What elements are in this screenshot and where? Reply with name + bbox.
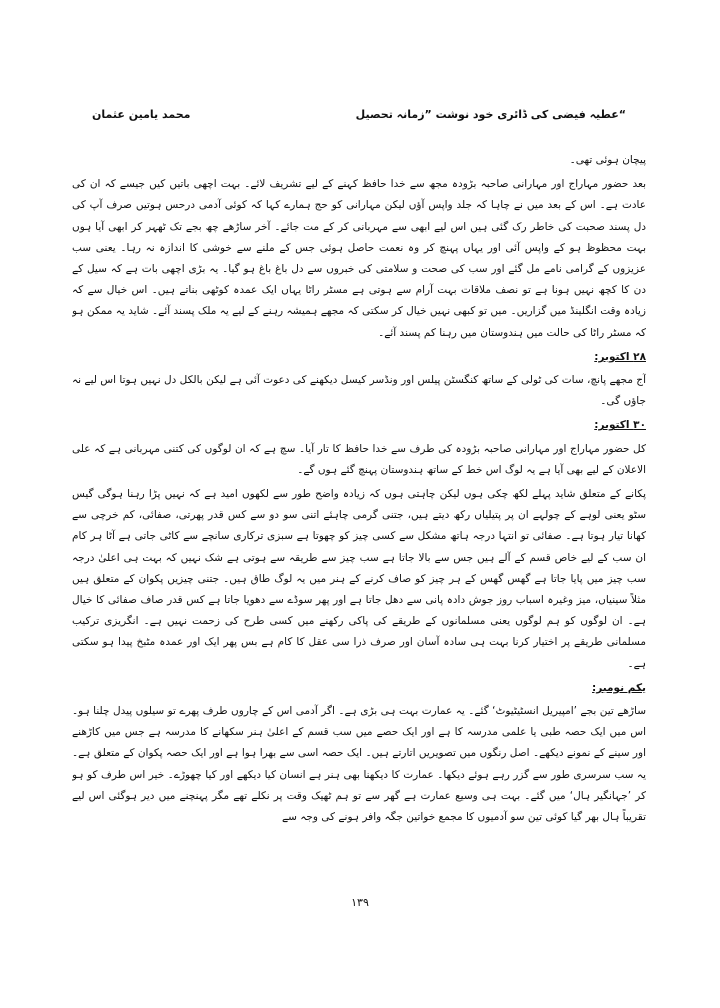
paragraph: پکانے کے متعلق شاید پہلے لکھ چکی ہوں لیکن چاہتی ہوں کہ زیادہ واضح طور سے لکھوں امید ہے کہ نہیں پڑا رہنا ہوگی گیس سٹو یعنی لوہے کے چولہے ان پر پتیلیاں رکھ دیتے ہیں، جتنی گرمی چاہئے اتنی سو دو سے کس قدر پھرتی، صفائی، کم خرچی سے کھانا تیار ہوتا ہے۔ صفائی تو انتہا درجہ ہاتھ مشکل سے کسی چیز کو چھوتا ہے سبزی ترکاری سانچے سے کاٹی جاتی ہے آٹا ہر کام ان سب کے لیے خاص قسم کے آلے ہیں جس سے بالا جاتا ہے سب چیز سے طریقہ سے ہوتی ہے شک نہیں کہ بہت ہی اعلیٰ درجہ سب چیز میں پایا جاتا ہے گھس گھس کے ہر چیز کو صاف کرنے کے ہنر میں یہ لوگ طاق ہیں۔ جتنی چیزیں پکوان کے متعلق ہیں مثلاً سینیاں، میز وغیرہ اسباب روز جوش دادہ پانی سے دھل جاتا ہے اور پھر سوڈے سے دھویا جاتا ہے کس قدر صاف صفائی کا خیال ہے۔ ان لوگوں کو ہم لوگوں یعنی مسلمانوں کے طریقے کی پاکی رکھنے میں کسی طرح کی زحمت نہیں ہے۔ انگریزی ترکیب مسلمانی طریقے پر اختیار کرنا بہت ہی سادہ آسان اور صرف ذرا سی عقل کا کام ہے بس پھر ایک اور عمدہ مٹبخ پیدا ہو سکتی ہے۔ <box>72 488 646 670</box>
date-heading: ۳۰ اکتوبر: <box>594 419 646 432</box>
paragraph: آج مجھے پانچ، سات کی ٹولی کے ساتھ کنگسٹن پیلس اور ونڈسر کیسل دیکھنے کی دعوت آئی ہے لیکن بالکل دل نہیں ہوتا اس لیے نہ جاؤں گی۔ <box>72 374 646 408</box>
book-title: عطیہ فیضی کی ڈائری خود نوشت ”زمانہ تحصیل“ <box>355 107 626 121</box>
running-header <box>92 103 626 125</box>
date-heading: ۲۸ اکتوبر: <box>594 350 646 363</box>
paragraph: پیچان ہوئی تھی۔ <box>569 154 646 166</box>
page-number: ۱۳۹ <box>351 896 369 909</box>
paragraph: کل حضور مہاراج اور مہارانی صاحبہ بڑودہ کی طرف سے خدا حافظ کا تار آیا۔ سچ ہے کہ ان لوگوں کی کتنی مہربانی ہے کہ علی الاعلان کے لیے بھی آیا ہے یہ لوگ اس خط کے ساتھ ہندوستان پہنچ گئے ہوں گے۔ <box>72 442 646 476</box>
paragraph: بعد حضور مہاراج اور مہارانی صاحبہ بڑودہ مجھ سے خدا حافظ کہنے کے لیے تشریف لائے۔ بہت اچھی باتیں کیں جیسے کہ ان کی عادت ہے۔ اس کے بعد میں نے چاہا کہ جلد واپس آؤں لیکن مہارانی کو حج ہمارے کہا کہ کوئی آدمی درحس ہوتیں صرف آپ کی دل پسند صحبت کی خاطر رک گئی ہیں اس لیے ابھی سے مہربانی کر کے مت جائے۔ آخر ساڑھے چھ بجے تک ٹھہر کر ابھی آیا ہوں بہت محظوظ ہو کے واپس آئی اور یہاں پہنچ کر وہ نعمت حاصل ہوئی جس کے ملنے سے خوشی کا اندازہ نہ رہا۔ یعنی سب عزیزوں کے گرامی نامے مل گئے اور سب کی صحت و سلامتی کی خبروں سے دل باغ باغ ہو گیا۔ یہ بڑی اچھی بات ہے کہ سیل کے دن کا کچھ نہیں ہونا ہے تو نصف ملاقات بہت آرام سے ہوتی ہے مسٹر راٹا یہاں ایک عمدہ کوٹھی بناتے ہیں۔ اس خیال سے کہ زیادہ وقت انگلینڈ میں گزاریں۔ میں تو کبھی نہیں خیال کر سکتی کہ مجھے ہمیشہ رہنے کے لیے یہ ملک پسند آئے۔ شاید یہ ممکن ہو کہ مسٹر راٹا کی حالت میں ہندوستان میں رہنا کم پسند آئے۔ <box>72 178 646 339</box>
editor-name: محمد یامین عثمان <box>92 107 191 121</box>
body-text <box>72 150 646 890</box>
date-heading: یکم نومبر: <box>592 681 646 694</box>
paragraph: ساڑھے تین بجے ’امپیریل انسٹیٹیوٹ‘ گئے۔ یہ عمارت بہت ہی بڑی ہے۔ اگر آدمی اس کے چاروں طرف پھرے تو سیلوں پیدل چلنا ہو۔ اس میں ایک حصہ طبی یا علمی مدرسہ کا ہے اور ایک حصے میں سب قسم کے اعلیٰ ہنر سکھانے کا مدرسہ ہے جس میں کاڑھنے اور سینے کے نمونے دیکھے۔ اصل رنگوں میں تصویریں اتارتے ہیں۔ ایک حصہ اسی سے بھرا ہوا ہے اور ایک حصہ پکوان کے متعلق ہے۔ یہ سب سرسری طور سے گزر رہے ہوئے دیکھا۔ عمارت کا دیکھنا بھی ہنر ہے انسان کیا دیکھے اور کیا چھوڑے۔ خیر اس طرف کو ہو کر ’جہانگیر ہال‘ میں گئے۔ بہت ہی وسیع عمارت ہے گھر سے تو ہم ٹھیک وقت پر نکلے تھے مگر پہنچنے میں دیر ہوگئی اس لیے تقریباً ہال بھر گیا کوئی تین سو آدمیوں کا مجمع خواتین جگہ وافر ہونے کی وجہ سے <box>72 705 646 824</box>
